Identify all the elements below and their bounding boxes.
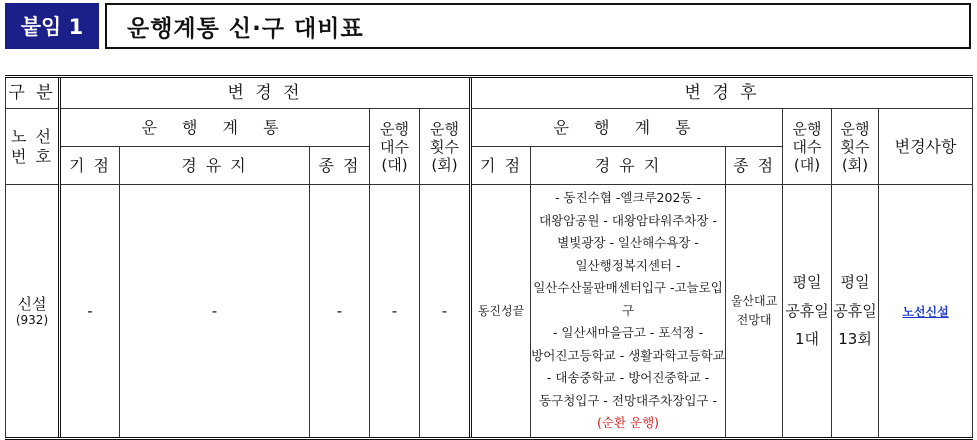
before-via-cell: - <box>120 185 310 439</box>
attachment-badge: 붙임 1 <box>5 3 99 49</box>
after-via-cell <box>531 185 726 439</box>
comparison-table <box>5 75 973 440</box>
via-line: 일산수산물판매센터입구 -고늘로입구 <box>533 280 723 318</box>
after-vehicles-l3: 1대 <box>795 330 820 348</box>
after-vehicles-cell <box>783 185 832 439</box>
via-line: - 대송중학교 - 방어진중학교 - <box>546 370 710 385</box>
before-header: 변 경 전 <box>60 77 471 109</box>
before-vehicles-l1: 운행 <box>380 119 409 138</box>
after-end-cell <box>726 185 783 439</box>
before-via-header: 경 유 지 <box>120 147 310 185</box>
before-start-header: 기 점 <box>60 147 120 185</box>
after-vehicles-header <box>783 109 832 185</box>
via-line: - 동진수협 -엘크루202동 - <box>555 190 701 205</box>
after-vehicles-l2: 대수 <box>792 137 822 156</box>
via-line: 방어진고등학교 - 생활과학고등학교 <box>531 347 725 363</box>
before-end-header: 종 점 <box>310 147 370 185</box>
after-trips-l2: 공휴일 <box>833 301 877 320</box>
before-start-cell: - <box>60 185 120 439</box>
after-start-cell: 동진성끝 <box>471 185 531 439</box>
via-line: 별빛광장 - 일산해수욕장 - <box>557 235 699 250</box>
before-trips-l3: (회) <box>431 155 458 174</box>
before-trips-cell: - <box>420 185 471 439</box>
after-trips-l3: 13회 <box>838 330 872 348</box>
before-vehicles-l3: (대) <box>381 155 408 174</box>
via-line: - 일산새마을금고 - 포석정 - <box>552 325 704 340</box>
after-vehicles-l1: 운행 <box>792 119 822 138</box>
before-trips-header <box>420 109 471 185</box>
route-number: (932) <box>15 312 49 327</box>
circular-note: (순환 운행) <box>597 415 660 430</box>
after-trips-header <box>832 109 879 185</box>
after-trips-cell <box>832 185 879 439</box>
after-via-header: 경 유 지 <box>531 147 726 185</box>
via-line: 동구청입구 - 전망대주차장입구 - <box>539 392 717 408</box>
change-header: 변경사항 <box>879 109 973 185</box>
before-vehicles-cell: - <box>370 185 420 439</box>
after-trips-l2: 횟수 <box>840 137 870 156</box>
after-vehicles-l2: 공휴일 <box>785 301 829 320</box>
after-header: 변 경 후 <box>471 77 973 109</box>
after-end-l1: 울산대교 <box>730 293 778 308</box>
change-note: 노선신설 <box>902 304 949 319</box>
via-line: 대왕암공원 - 대왕암타워주차장 - <box>539 212 717 228</box>
after-trips-l1: 평일 <box>840 273 870 291</box>
route-number-line2: 번 호 <box>11 146 53 166</box>
route-cell <box>6 185 60 439</box>
after-start-header: 기 점 <box>471 147 531 185</box>
before-trips-l1: 운행 <box>430 119 459 138</box>
before-trips-l2: 횟수 <box>430 137 459 156</box>
route-number-header <box>6 109 60 185</box>
route-label: 신설 <box>17 294 47 313</box>
title-text: 운행계통 신·구 대비표 <box>127 15 364 42</box>
after-trips-l3: (회) <box>841 155 869 174</box>
after-end-header: 종 점 <box>726 147 783 185</box>
before-vehicles-l2: 대수 <box>380 137 409 156</box>
after-vehicles-l1: 평일 <box>792 273 822 291</box>
via-line: 일산행정복지센터 - <box>575 257 681 273</box>
after-end-l2: 전망대 <box>736 312 772 327</box>
change-cell <box>879 185 973 439</box>
after-vehicles-l3: (대) <box>793 155 821 174</box>
before-vehicles-header <box>370 109 420 185</box>
page-title <box>105 3 971 49</box>
before-end-cell: - <box>310 185 370 439</box>
after-trips-l1: 운행 <box>840 119 870 138</box>
category-header: 구 분 <box>6 77 60 109</box>
before-route-system-header: 운 행 계 통 <box>60 109 370 147</box>
route-number-line1: 노 선 <box>11 127 53 147</box>
after-route-system-header: 운 행 계 통 <box>471 109 783 147</box>
